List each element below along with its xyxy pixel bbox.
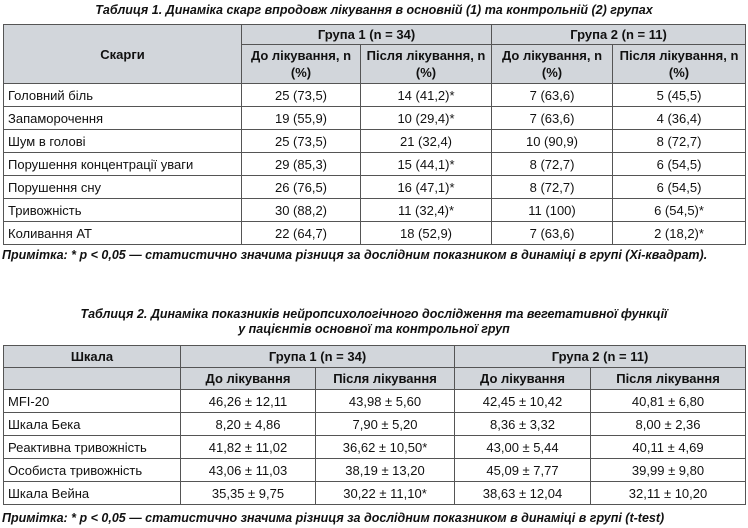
cell-value: 25 (73,5)	[242, 130, 361, 153]
row-label: Шум в голові	[4, 130, 242, 153]
row-label: Шкала Вейна	[4, 482, 181, 505]
cell-value: 11 (32,4)*	[361, 199, 492, 222]
cell-value: 42,45 ± 10,42	[455, 390, 591, 413]
table2-sub-header: До лікування	[455, 368, 591, 390]
cell-value: 46,26 ± 12,11	[181, 390, 316, 413]
cell-value: 8 (72,7)	[492, 176, 613, 199]
table2-sub-header: Після лікування	[591, 368, 746, 390]
cell-value: 29 (85,3)	[242, 153, 361, 176]
row-label: Порушення концентрації уваги	[4, 153, 242, 176]
table-row	[4, 84, 746, 107]
table-row	[4, 153, 746, 176]
row-label: MFI-20	[4, 390, 181, 413]
table2-note: Примітка: * p < 0,05 — статистично значима різниця за дослідним показником в динаміці в групі (t-test)	[2, 511, 665, 525]
table-row	[4, 222, 746, 245]
cell-value: 25 (73,5)	[242, 84, 361, 107]
cell-value: 40,11 ± 4,69	[591, 436, 746, 459]
cell-value: 35,35 ± 9,75	[181, 482, 316, 505]
table-row	[4, 482, 746, 505]
cell-value: 8,00 ± 2,36	[591, 413, 746, 436]
complaints-table	[3, 24, 746, 245]
cell-value: 2 (18,2)*	[613, 222, 746, 245]
table-row	[4, 436, 746, 459]
cell-value: 38,63 ± 12,04	[455, 482, 591, 505]
table1-sub-header: До лікування, n (%)	[492, 45, 613, 84]
table2-sub-header: Після лікування	[316, 368, 455, 390]
cell-value: 43,98 ± 5,60	[316, 390, 455, 413]
cell-value: 43,06 ± 11,03	[181, 459, 316, 482]
row-label: Особиста тривожність	[4, 459, 181, 482]
cell-value: 39,99 ± 9,80	[591, 459, 746, 482]
table1-col-label: Скарги	[4, 25, 242, 84]
row-label: Реактивна тривожність	[4, 436, 181, 459]
table-row	[4, 107, 746, 130]
table1-caption: Таблиця 1. Динаміка скарг впродовж лікування в основній (1) та контрольній (2) групах	[95, 3, 653, 17]
cell-value: 8 (72,7)	[613, 130, 746, 153]
table-row	[4, 199, 746, 222]
cell-value: 10 (29,4)*	[361, 107, 492, 130]
row-label: Порушення сну	[4, 176, 242, 199]
cell-value: 6 (54,5)	[613, 153, 746, 176]
table1-sub-header: Після лікування, n (%)	[613, 45, 746, 84]
cell-value: 16 (47,1)*	[361, 176, 492, 199]
table1-sub-header: Після лікування, n (%)	[361, 45, 492, 84]
table2-group1-header: Група 1 (n = 34)	[181, 346, 455, 368]
row-label: Тривожність	[4, 199, 242, 222]
table2-empty-header	[4, 368, 181, 390]
cell-value: 8,36 ± 3,32	[455, 413, 591, 436]
cell-value: 8,20 ± 4,86	[181, 413, 316, 436]
cell-value: 19 (55,9)	[242, 107, 361, 130]
cell-value: 38,19 ± 13,20	[316, 459, 455, 482]
cell-value: 5 (45,5)	[613, 84, 746, 107]
table2-subheader-row	[4, 368, 746, 390]
cell-value: 7,90 ± 5,20	[316, 413, 455, 436]
table2-header-row	[4, 346, 746, 368]
cell-value: 32,11 ± 10,20	[591, 482, 746, 505]
table2-group2-header: Група 2 (n = 11)	[455, 346, 746, 368]
scales-table	[3, 345, 746, 505]
table-row	[4, 390, 746, 413]
cell-value: 43,00 ± 5,44	[455, 436, 591, 459]
table-row	[4, 413, 746, 436]
cell-value: 41,82 ± 11,02	[181, 436, 316, 459]
cell-value: 36,62 ± 10,50*	[316, 436, 455, 459]
table-row	[4, 176, 746, 199]
cell-value: 4 (36,4)	[613, 107, 746, 130]
cell-value: 40,81 ± 6,80	[591, 390, 746, 413]
cell-value: 18 (52,9)	[361, 222, 492, 245]
cell-value: 21 (32,4)	[361, 130, 492, 153]
row-label: Коливання АТ	[4, 222, 242, 245]
table-row	[4, 459, 746, 482]
table1-group2-header: Група 2 (n = 11)	[492, 25, 746, 45]
cell-value: 45,09 ± 7,77	[455, 459, 591, 482]
cell-value: 6 (54,5)	[613, 176, 746, 199]
table2-caption-line2: у пацієнтів основної та контрольної груп	[238, 322, 510, 336]
cell-value: 22 (64,7)	[242, 222, 361, 245]
table2-caption-line1: Таблиця 2. Динаміка показників нейропсихологічного дослідження та вегетативної функції	[80, 307, 668, 321]
cell-value: 7 (63,6)	[492, 107, 613, 130]
table-row	[4, 130, 746, 153]
table2-col-label: Шкала	[4, 346, 181, 368]
cell-value: 7 (63,6)	[492, 84, 613, 107]
cell-value: 8 (72,7)	[492, 153, 613, 176]
cell-value: 7 (63,6)	[492, 222, 613, 245]
table1-note: Примітка: * p < 0,05 — статистично значима різниця за дослідним показником в динаміці в групі (Хі-квадрат).	[2, 248, 708, 262]
cell-value: 11 (100)	[492, 199, 613, 222]
cell-value: 26 (76,5)	[242, 176, 361, 199]
cell-value: 15 (44,1)*	[361, 153, 492, 176]
row-label: Головний біль	[4, 84, 242, 107]
row-label: Запаморочення	[4, 107, 242, 130]
cell-value: 10 (90,9)	[492, 130, 613, 153]
cell-value: 30 (88,2)	[242, 199, 361, 222]
cell-value: 14 (41,2)*	[361, 84, 492, 107]
table1-header-row	[4, 25, 746, 45]
table2-sub-header: До лікування	[181, 368, 316, 390]
cell-value: 6 (54,5)*	[613, 199, 746, 222]
cell-value: 30,22 ± 11,10*	[316, 482, 455, 505]
table1-sub-header: До лікування, n (%)	[242, 45, 361, 84]
row-label: Шкала Бека	[4, 413, 181, 436]
table1-group1-header: Група 1 (n = 34)	[242, 25, 492, 45]
